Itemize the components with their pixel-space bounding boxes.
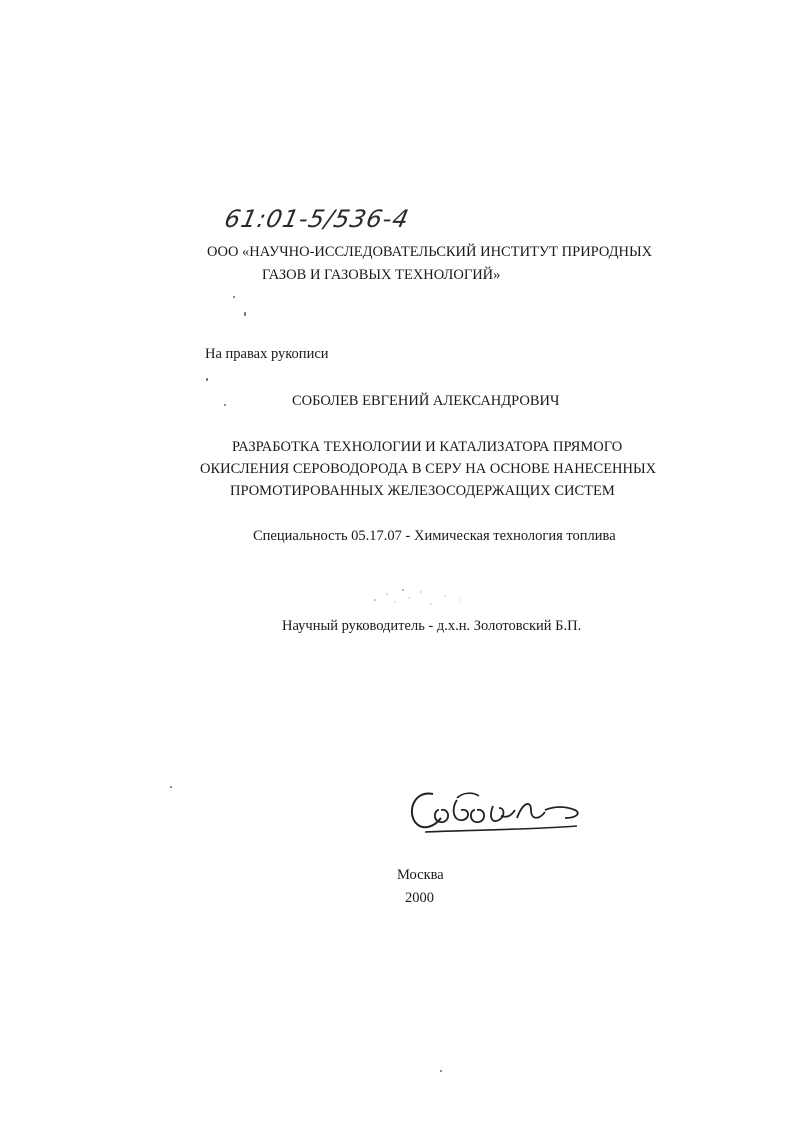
city: Москва	[397, 867, 444, 883]
scan-speck	[440, 1070, 442, 1072]
organization-line-1: ООО «НАУЧНО-ИССЛЕДОВАТЕЛЬСКИЙ ИНСТИТУТ ПРИРОДНЫХ	[207, 244, 653, 260]
thesis-title-line-1: РАЗРАБОТКА ТЕХНОЛОГИИ И КАТАЛИЗАТОРА ПРЯМОГО	[232, 439, 623, 455]
organization-line-2: ГАЗОВ И ГАЗОВЫХ ТЕХНОЛОГИЙ»	[262, 267, 501, 283]
year: 2000	[405, 890, 434, 906]
scan-speck	[206, 378, 208, 381]
thesis-title-line-3: ПРОМОТИРОВАННЫХ ЖЕЛЕЗОСОДЕРЖАЩИХ СИСТЕМ	[230, 483, 615, 499]
specialty: Специальность 05.17.07 - Химическая технология топлива	[253, 528, 616, 544]
scientific-supervisor: Научный руководитель - д.х.н. Золотовский Б.П.	[282, 618, 582, 634]
scan-speck	[224, 404, 226, 406]
rights-note: На правах рукописи	[205, 346, 329, 362]
scan-speck	[233, 296, 235, 298]
author-signature	[405, 780, 595, 850]
thesis-title-line-2: ОКИСЛЕНИЯ СЕРОВОДОРОДА В СЕРУ НА ОСНОВЕ НАНЕСЕННЫХ	[200, 461, 657, 477]
handwritten-archive-number: 61:01-5/536-4	[222, 205, 412, 233]
scan-noise	[365, 580, 475, 610]
author-name: СОБОЛЕВ ЕВГЕНИЙ АЛЕКСАНДРОВИЧ	[292, 393, 560, 409]
scan-speck	[244, 312, 246, 316]
scan-speck	[170, 786, 172, 788]
